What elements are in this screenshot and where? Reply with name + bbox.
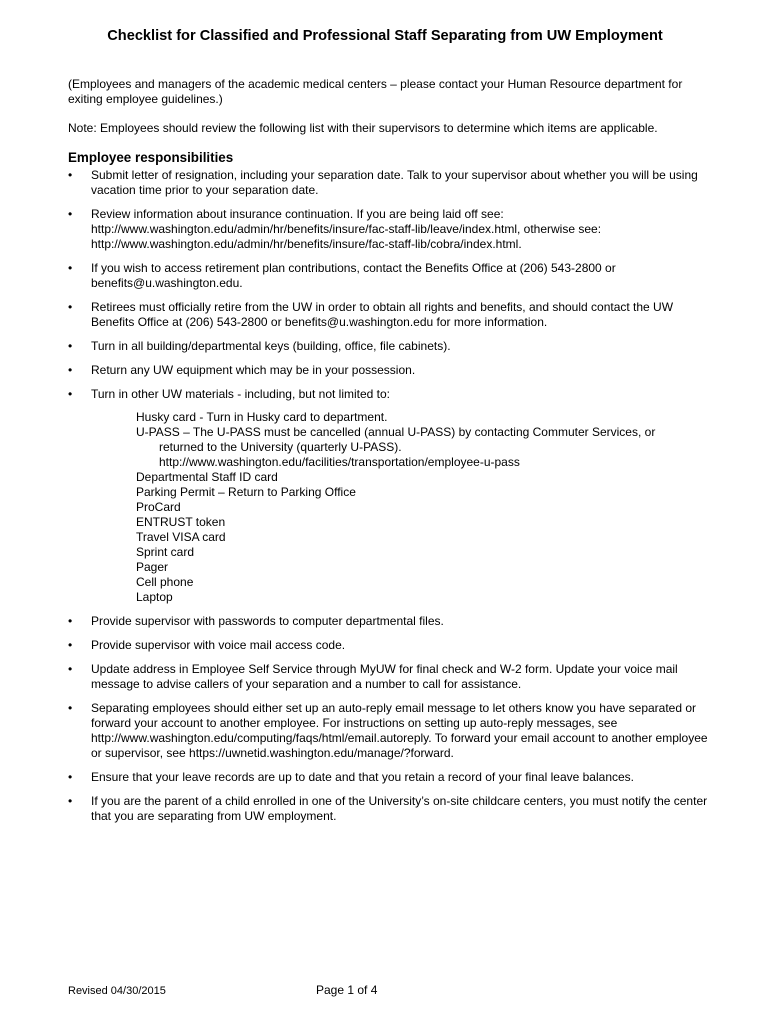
item-text: If you are the parent of a child enrolled in one of the University’s on-site childcare centers, you must notify the center that you are separating from UW employment. <box>91 794 708 823</box>
item-text: Provide supervisor with passwords to computer departmental files. <box>91 614 444 628</box>
list-item <box>68 207 708 252</box>
list-item <box>68 300 708 330</box>
material-item: Travel VISA card <box>136 530 226 544</box>
material-item: Laptop <box>136 590 173 604</box>
item-text: Update address in Employee Self Service through MyUW for final check and W-2 form. Update your voice mail message to advise callers of your separation and a number to call for assistance. <box>91 662 678 691</box>
materials-list <box>136 410 708 605</box>
revised-date: Revised 04/30/2015 <box>68 985 166 997</box>
item-text: Submit letter of resignation, including your separation date. Talk to your supervisor about whether you will be using vacation time prior to your separation date. <box>91 168 698 197</box>
material-item: Pager <box>136 560 169 574</box>
item-text: Turn in all building/departmental keys (building, office, file cabinets). <box>91 339 451 353</box>
list-item <box>68 662 708 692</box>
list-item <box>68 770 708 785</box>
list-item <box>68 339 708 354</box>
section-heading: Employee responsibilities <box>68 150 234 165</box>
material-item: Cell phone <box>136 575 194 589</box>
page-number: Page 1 of 4 <box>316 983 378 997</box>
responsibilities-list <box>68 168 708 833</box>
list-item <box>68 168 708 198</box>
list-item <box>68 614 708 629</box>
material-item: ProCard <box>136 500 181 514</box>
material-item: Sprint card <box>136 545 195 559</box>
intro-paragraph: (Employees and managers of the academic medical centers – please contact your Human Resource department for exiting employee guidelines.) <box>68 77 683 106</box>
material-item: U-PASS – The U-PASS must be cancelled (annual U-PASS) by contacting Commuter Services, or <box>136 425 656 439</box>
item-text: • Review information about insurance continuation. If you are being laid off see: <box>91 207 504 221</box>
list-item <box>68 363 708 378</box>
item-text: If you wish to access retirement plan contributions, contact the Benefits Office at (206) 543-2800 or benefits@u.washington.edu. <box>91 261 616 290</box>
list-item <box>68 794 708 824</box>
insurance-cobra-link[interactable]: http://www.washington.edu/admin/hr/benefits/insure/fac-staff-lib/cobra/index.html. <box>91 237 522 251</box>
page-title: Checklist for Classified and Professional Staff Separating from UW Employment <box>107 28 663 44</box>
insurance-leave-link[interactable]: http://www.washington.edu/admin/hr/benefits/insure/fac-staff-lib/leave/index.html, otherwise see: <box>91 222 602 236</box>
material-item: ENTRUST token <box>136 515 226 529</box>
item-text: Retirees must officially retire from the UW in order to obtain all rights and benefits, and should contact the UW Benefits Office at (206) 543-2800 or benefits@u.washington.edu for more information. <box>91 300 674 329</box>
list-item <box>68 701 708 761</box>
item-text: • Turn in other UW materials - including, but not limited to: <box>91 387 391 401</box>
item-text: Separating employees should either set up an auto-reply email message to let others know you have separated or forward your account to another employee. For instructions on setting up auto-reply messages, see http://www.washington.edu/computing/faqs/html/email.autoreply. To forward your email account to another employee or supervisor, see https://uwnetid.washington.edu/manage/?forward. <box>91 701 708 760</box>
item-text: Return any UW equipment which may be in your possession. <box>91 363 416 377</box>
note-paragraph: Note: Employees should review the following list with their supervisors to determine which items are applicable. <box>68 121 658 135</box>
list-item <box>68 638 708 653</box>
material-item: Departmental Staff ID card <box>136 470 278 484</box>
item-text: Provide supervisor with voice mail access code. <box>91 638 346 652</box>
material-item: Parking Permit – Return to Parking Office <box>136 485 356 499</box>
list-item <box>68 387 708 605</box>
upass-link[interactable]: http://www.washington.edu/facilities/transportation/employee-u-pass <box>159 455 520 469</box>
material-item: returned to the University (quarterly U-PASS). <box>159 440 402 454</box>
material-item: Husky card - Turn in Husky card to department. <box>136 410 388 424</box>
list-item <box>68 261 708 291</box>
item-text: Ensure that your leave records are up to date and that you retain a record of your final leave balances. <box>91 770 634 784</box>
